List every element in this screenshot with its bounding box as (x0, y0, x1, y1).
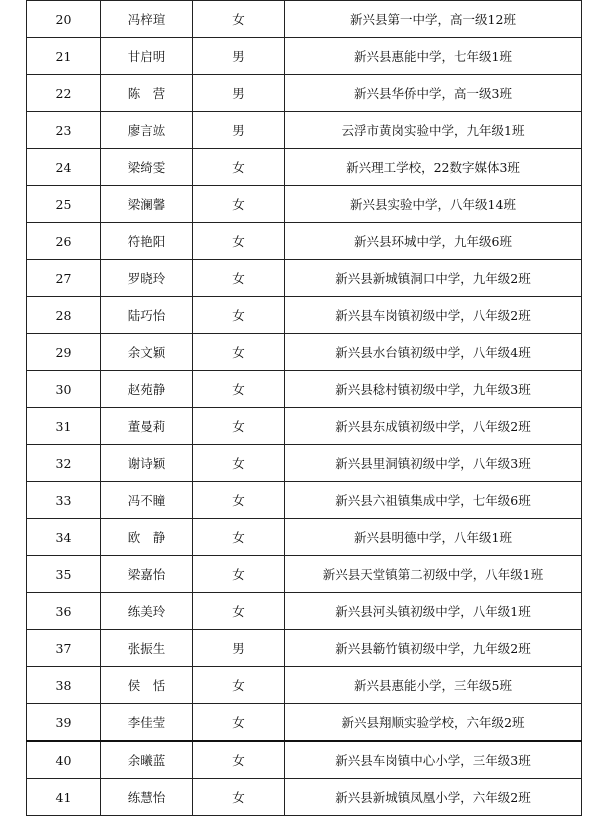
cell-number: 20 (27, 1, 101, 38)
cell-name: 陆巧怡 (101, 297, 193, 334)
cell-number: 26 (27, 223, 101, 260)
cell-number: 22 (27, 75, 101, 112)
cell-name: 练慧怡 (101, 779, 193, 816)
cell-gender: 男 (193, 112, 285, 149)
cell-school-class: 新兴县河头镇初级中学，八年级1班 (285, 593, 582, 630)
table-row (27, 334, 582, 371)
cell-gender: 女 (193, 556, 285, 593)
cell-number: 23 (27, 112, 101, 149)
cell-name: 欧 静 (101, 519, 193, 556)
cell-name: 陈 营 (101, 75, 193, 112)
roster-body (27, 1, 582, 816)
cell-school-class: 新兴县车岗镇初级中学，八年级2班 (285, 297, 582, 334)
cell-number: 40 (27, 741, 101, 779)
table-row (27, 260, 582, 297)
cell-number: 27 (27, 260, 101, 297)
table-row (27, 704, 582, 742)
cell-gender: 女 (193, 1, 285, 38)
cell-school-class: 新兴县第一中学，高一级12班 (285, 1, 582, 38)
cell-school-class: 新兴县惠能中学，七年级1班 (285, 38, 582, 75)
table-row (27, 149, 582, 186)
cell-school-class: 新兴县翔顺实验学校，六年级2班 (285, 704, 582, 742)
cell-school-class: 新兴县新城镇洞口中学，九年级2班 (285, 260, 582, 297)
table-row (27, 593, 582, 630)
table-row (27, 667, 582, 704)
cell-name: 余文颖 (101, 334, 193, 371)
cell-number: 39 (27, 704, 101, 742)
cell-name: 张振生 (101, 630, 193, 667)
cell-number: 41 (27, 779, 101, 816)
cell-number: 35 (27, 556, 101, 593)
table-row (27, 38, 582, 75)
cell-gender: 女 (193, 445, 285, 482)
cell-gender: 女 (193, 593, 285, 630)
cell-number: 31 (27, 408, 101, 445)
cell-school-class: 新兴县明德中学，八年级1班 (285, 519, 582, 556)
cell-school-class: 新兴县簕竹镇初级中学，九年级2班 (285, 630, 582, 667)
cell-gender: 女 (193, 519, 285, 556)
cell-school-class: 新兴县实验中学，八年级14班 (285, 186, 582, 223)
cell-school-class: 新兴理工学校，22数字媒体3班 (285, 149, 582, 186)
cell-name: 余曦蓝 (101, 741, 193, 779)
cell-school-class: 新兴县六祖镇集成中学，七年级6班 (285, 482, 582, 519)
cell-name: 符艳阳 (101, 223, 193, 260)
cell-gender: 男 (193, 75, 285, 112)
cell-school-class: 新兴县惠能小学，三年级5班 (285, 667, 582, 704)
table-row (27, 556, 582, 593)
table-row (27, 186, 582, 223)
cell-name: 梁绮雯 (101, 149, 193, 186)
cell-name: 罗晓玲 (101, 260, 193, 297)
cell-gender: 男 (193, 630, 285, 667)
cell-number: 30 (27, 371, 101, 408)
cell-gender: 女 (193, 667, 285, 704)
cell-number: 24 (27, 149, 101, 186)
cell-gender: 男 (193, 38, 285, 75)
table-row (27, 1, 582, 38)
cell-school-class: 新兴县天堂镇第二初级中学，八年级1班 (285, 556, 582, 593)
table-row (27, 482, 582, 519)
cell-gender: 女 (193, 149, 285, 186)
table-row (27, 112, 582, 149)
table-row (27, 630, 582, 667)
cell-name: 梁嘉怡 (101, 556, 193, 593)
cell-name: 练美玲 (101, 593, 193, 630)
table-row (27, 741, 582, 779)
cell-number: 29 (27, 334, 101, 371)
cell-number: 37 (27, 630, 101, 667)
cell-name: 梁澜馨 (101, 186, 193, 223)
cell-number: 32 (27, 445, 101, 482)
cell-name: 甘启明 (101, 38, 193, 75)
table-row (27, 779, 582, 816)
cell-school-class: 新兴县新城镇凤凰小学，六年级2班 (285, 779, 582, 816)
cell-school-class: 新兴县环城中学，九年级6班 (285, 223, 582, 260)
cell-name: 董曼莉 (101, 408, 193, 445)
cell-school-class: 新兴县水台镇初级中学，八年级4班 (285, 334, 582, 371)
cell-school-class: 云浮市黄岗实验中学，九年级1班 (285, 112, 582, 149)
cell-school-class: 新兴县东成镇初级中学，八年级2班 (285, 408, 582, 445)
cell-number: 33 (27, 482, 101, 519)
table-row (27, 445, 582, 482)
cell-school-class: 新兴县稔村镇初级中学，九年级3班 (285, 371, 582, 408)
cell-school-class: 新兴县里洞镇初级中学，八年级3班 (285, 445, 582, 482)
cell-name: 赵苑静 (101, 371, 193, 408)
cell-school-class: 新兴县车岗镇中心小学，三年级3班 (285, 741, 582, 779)
cell-name: 廖言竑 (101, 112, 193, 149)
cell-gender: 女 (193, 779, 285, 816)
cell-gender: 女 (193, 260, 285, 297)
table-row (27, 519, 582, 556)
cell-number: 28 (27, 297, 101, 334)
cell-gender: 女 (193, 297, 285, 334)
cell-name: 侯 恬 (101, 667, 193, 704)
cell-gender: 女 (193, 482, 285, 519)
cell-gender: 女 (193, 704, 285, 742)
cell-name: 李佳莹 (101, 704, 193, 742)
cell-number: 25 (27, 186, 101, 223)
cell-gender: 女 (193, 408, 285, 445)
cell-number: 38 (27, 667, 101, 704)
cell-name: 冯不瞳 (101, 482, 193, 519)
cell-gender: 女 (193, 223, 285, 260)
cell-school-class: 新兴县华侨中学，高一级3班 (285, 75, 582, 112)
table-row (27, 371, 582, 408)
table-row (27, 297, 582, 334)
cell-number: 21 (27, 38, 101, 75)
cell-name: 谢诗颖 (101, 445, 193, 482)
table-row (27, 408, 582, 445)
table-row (27, 223, 582, 260)
student-roster-table (26, 0, 582, 816)
cell-name: 冯梓瑄 (101, 1, 193, 38)
cell-gender: 女 (193, 371, 285, 408)
cell-number: 34 (27, 519, 101, 556)
cell-number: 36 (27, 593, 101, 630)
table-row (27, 75, 582, 112)
cell-gender: 女 (193, 741, 285, 779)
cell-gender: 女 (193, 334, 285, 371)
cell-gender: 女 (193, 186, 285, 223)
